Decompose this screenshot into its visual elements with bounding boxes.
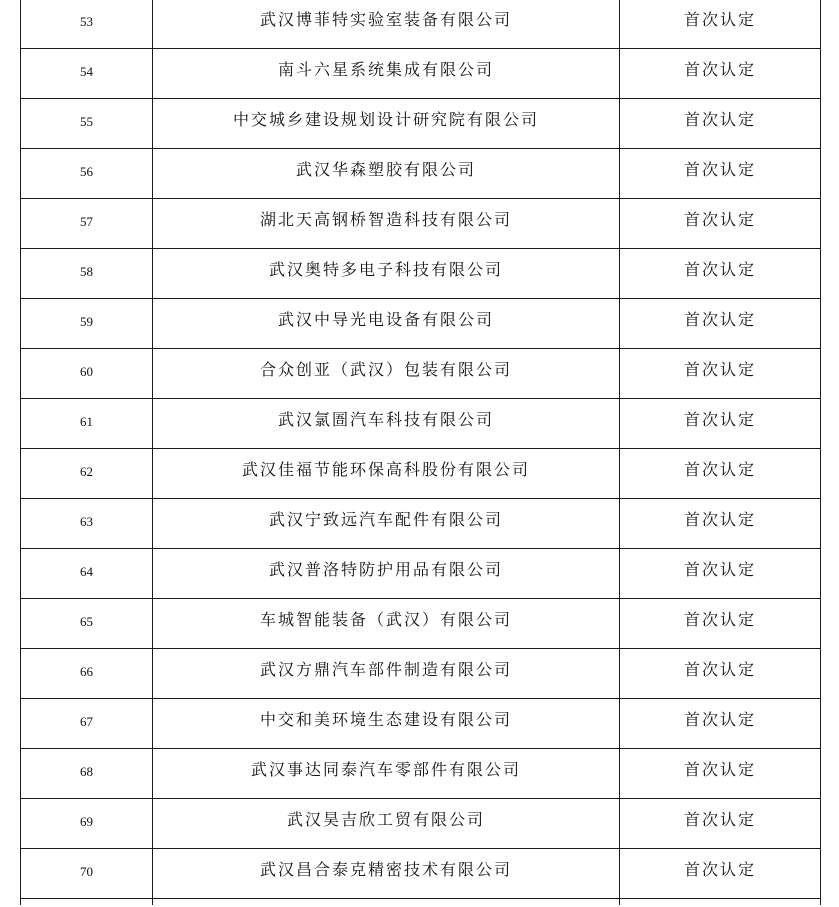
company-name: 武汉中导光电设备有限公司: [153, 299, 620, 349]
table-row: [21, 499, 821, 549]
certification-status: 首次认定: [620, 49, 821, 99]
company-name: 武汉昌合泰克精密技术有限公司: [153, 849, 620, 899]
company-name: 湖北天高钢桥智造科技有限公司: [153, 199, 620, 249]
table-row: [21, 0, 821, 49]
row-number: 53: [21, 0, 153, 49]
certification-status: 首次认定: [620, 349, 821, 399]
table-row: [21, 99, 821, 149]
table-row: [21, 699, 821, 749]
company-name: 中交和美环境生态建设有限公司: [153, 699, 620, 749]
row-number: 61: [21, 399, 153, 449]
certification-status: 首次认定: [620, 549, 821, 599]
certification-status: 首次认定: [620, 699, 821, 749]
certification-status: 首次认定: [620, 399, 821, 449]
certification-status: 首次认定: [620, 449, 821, 499]
row-number: 54: [21, 49, 153, 99]
table-row: [21, 249, 821, 299]
row-number: 55: [21, 99, 153, 149]
partial-cell: [620, 899, 821, 906]
certification-status: 首次认定: [620, 299, 821, 349]
row-number: 56: [21, 149, 153, 199]
table-row: [21, 149, 821, 199]
row-number: 65: [21, 599, 153, 649]
row-number: 70: [21, 849, 153, 899]
partial-cell: [153, 899, 620, 906]
row-number: 58: [21, 249, 153, 299]
company-table-container: [20, 0, 819, 905]
company-name: 武汉博菲特实验室装备有限公司: [153, 0, 620, 49]
certification-status: 首次认定: [620, 249, 821, 299]
company-name: 中交城乡建设规划设计研究院有限公司: [153, 99, 620, 149]
table-row-partial: [21, 899, 821, 906]
row-number: 57: [21, 199, 153, 249]
table-row: [21, 849, 821, 899]
row-number: 68: [21, 749, 153, 799]
row-number: 66: [21, 649, 153, 699]
company-name: 车城智能装备（武汉）有限公司: [153, 599, 620, 649]
table-row: [21, 449, 821, 499]
table-row: [21, 649, 821, 699]
certification-status: 首次认定: [620, 0, 821, 49]
company-name: 武汉方鼎汽车部件制造有限公司: [153, 649, 620, 699]
table-row: [21, 199, 821, 249]
certification-status: 首次认定: [620, 799, 821, 849]
table-row: [21, 49, 821, 99]
partial-cell: [21, 899, 153, 906]
certification-status: 首次认定: [620, 849, 821, 899]
company-name: 武汉氯圄汽车科技有限公司: [153, 399, 620, 449]
table-row: [21, 399, 821, 449]
table-row: [21, 799, 821, 849]
certification-status: 首次认定: [620, 599, 821, 649]
certification-status: 首次认定: [620, 149, 821, 199]
company-name: 武汉昊吉欣工贸有限公司: [153, 799, 620, 849]
row-number: 60: [21, 349, 153, 399]
company-name: 武汉事达同泰汽车零部件有限公司: [153, 749, 620, 799]
row-number: 59: [21, 299, 153, 349]
table-row: [21, 599, 821, 649]
certification-status: 首次认定: [620, 99, 821, 149]
company-table-body: [21, 0, 821, 905]
company-name: 武汉华森塑胶有限公司: [153, 149, 620, 199]
company-name: 武汉宁致远汽车配件有限公司: [153, 499, 620, 549]
certification-status: 首次认定: [620, 199, 821, 249]
row-number: 67: [21, 699, 153, 749]
certification-status: 首次认定: [620, 749, 821, 799]
table-row: [21, 749, 821, 799]
row-number: 63: [21, 499, 153, 549]
table-row: [21, 549, 821, 599]
company-table: [20, 0, 821, 905]
company-name: 武汉佳福节能环保高科股份有限公司: [153, 449, 620, 499]
company-name: 合众创亚（武汉）包装有限公司: [153, 349, 620, 399]
table-row: [21, 349, 821, 399]
company-name: 武汉奥特多电子科技有限公司: [153, 249, 620, 299]
row-number: 62: [21, 449, 153, 499]
company-name: 武汉普洛特防护用品有限公司: [153, 549, 620, 599]
company-name: 南斗六星系统集成有限公司: [153, 49, 620, 99]
certification-status: 首次认定: [620, 499, 821, 549]
table-row: [21, 299, 821, 349]
certification-status: 首次认定: [620, 649, 821, 699]
row-number: 64: [21, 549, 153, 599]
row-number: 69: [21, 799, 153, 849]
